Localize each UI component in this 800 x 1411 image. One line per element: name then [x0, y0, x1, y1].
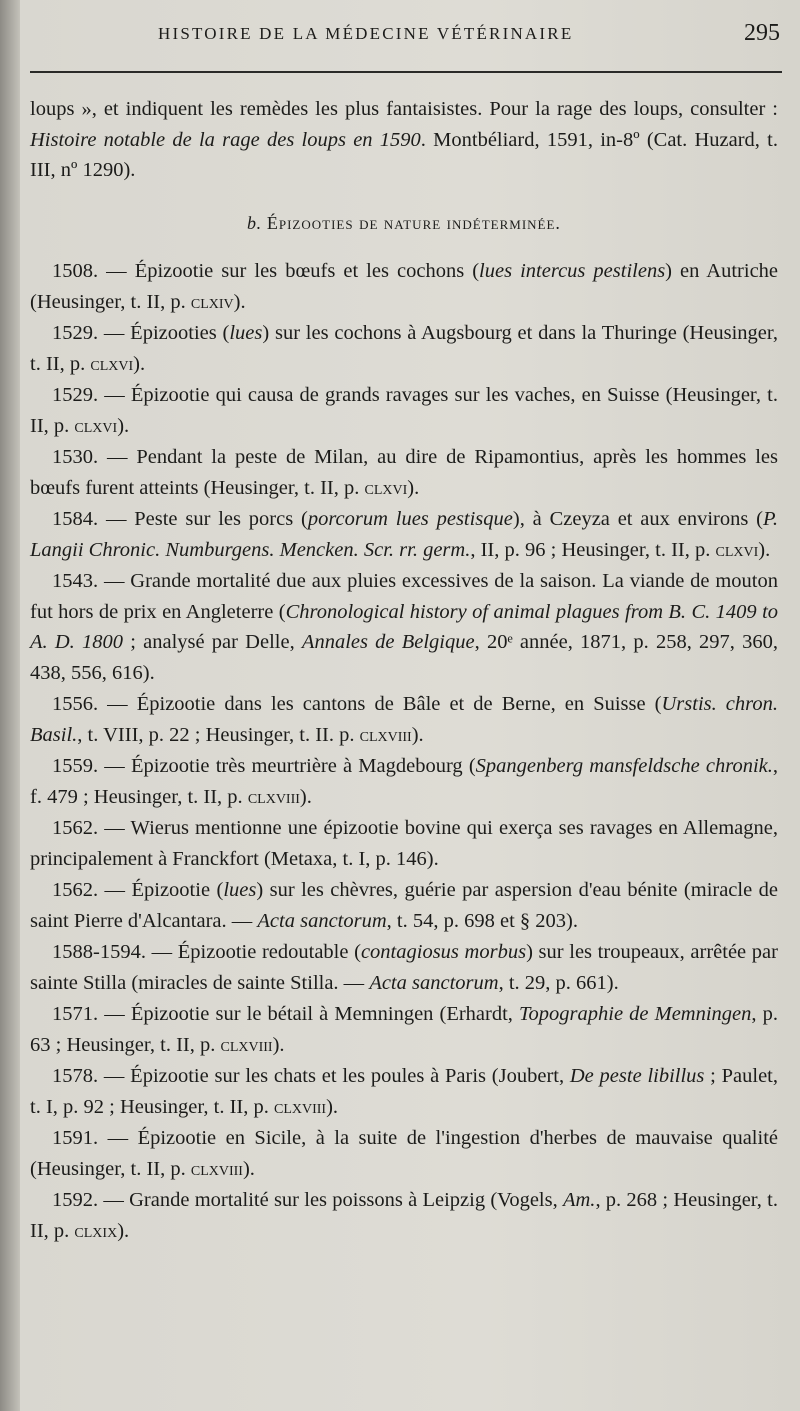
- entry-text: , f. 479 ; Heusinger, t. II, p.: [30, 755, 778, 808]
- entry-page-ref: clxiv: [190, 290, 234, 313]
- entry-text: , t. 54, p. 698 et § 203).: [386, 909, 578, 932]
- entry: [30, 875, 778, 936]
- entry-text: — Épizootie qui causa de grands ravages sur les vaches, en Suisse (Heusinger, t. II, p.: [30, 384, 778, 437]
- body-text: [30, 94, 778, 1246]
- entry-italic: lues intercus pestilens: [479, 260, 666, 282]
- entry-italic: Topographie de Memningen: [519, 1003, 752, 1025]
- entry-text: , p. 268 ; Heusinger, t. II, p.: [30, 1189, 778, 1242]
- entry-italic: Spangenberg mansfeldsche chronik.: [475, 755, 773, 777]
- entry-text: , t. 29, p. 661).: [498, 971, 619, 994]
- entry-italic: contagiosus morbus: [360, 941, 527, 963]
- entry-italic: lues: [229, 322, 263, 344]
- entry-text: — Épizootie (: [98, 879, 224, 901]
- entry-text: — Épizootie en Sicile, à la suite de l'ingestion d'herbes de mauvaise qualité (Heusinger, t. II, p.: [30, 1127, 778, 1180]
- entry-text: — Épizootie sur les bœufs et les cochons (: [98, 260, 480, 282]
- intro-paragraph: [30, 94, 778, 186]
- entry-page-ref: clxvi: [74, 414, 118, 437]
- entry-text: ; analysé par Delle,: [123, 631, 302, 653]
- entry-text: ).: [326, 1095, 339, 1118]
- section-title: Épizooties de nature indéterminée.: [266, 212, 561, 233]
- entry: [30, 380, 778, 441]
- entry-text: — Wierus mentionne une épizootie bovine qui exerça ses ravages en Allemagne, principalement à Franckfort (Metaxa, t. I, p. 146).: [30, 817, 778, 870]
- entry-page-ref: clxvi: [90, 352, 134, 375]
- entry-italic: Chronological history of animal plagues from B. C. 1409 to A. D. 1800: [30, 600, 779, 653]
- entry-page-ref: clxviii: [190, 1157, 243, 1180]
- entry-text: ).: [117, 414, 130, 437]
- entry: [30, 1185, 778, 1246]
- entry-text: ).: [233, 290, 246, 313]
- entry-text: — Épizootie dans les cantons de Bâle et de Berne, en Suisse (: [98, 693, 662, 715]
- entry-text: — Grande mortalité sur les poissons à Leipzig (Vogels,: [98, 1189, 563, 1211]
- entry-page-ref: clxviii: [220, 1033, 273, 1056]
- entry: [30, 937, 778, 998]
- entry-year: 1592.: [52, 1189, 99, 1211]
- entry-text: — Peste sur les porcs (: [98, 508, 308, 530]
- entry-text: — Grande mortalité due aux pluies excessives de la saison. La viande de mouton fut hors de prix en Angleterre (: [30, 570, 778, 623]
- entry-text: — Pendant la peste de Milan, au dire de Ripamontius, après les hommes les bœufs furent atteints (Heusinger, t. II, p.: [30, 446, 778, 499]
- entry-text: — Épizootie redoutable (: [145, 941, 361, 963]
- entry: [30, 1123, 778, 1184]
- entry-italic: Acta sanctorum: [257, 909, 387, 932]
- entry-text: ).: [407, 476, 420, 499]
- entry-page-ref: clxvi: [715, 538, 759, 561]
- entry-italic: Annales de Belgique: [301, 631, 475, 653]
- entry: [30, 813, 778, 874]
- entry-italic: porcorum lues pestisque: [307, 508, 513, 530]
- section-heading: [30, 208, 778, 239]
- entry-text: ).: [272, 1033, 285, 1056]
- entry: [30, 751, 778, 812]
- entry-text: — Épizootie très meurtrière à Magdebourg (: [98, 755, 476, 777]
- entry-year: 1578.: [52, 1065, 99, 1087]
- entry-text: ).: [133, 352, 146, 375]
- entry-text: — Épizooties (: [98, 322, 230, 344]
- intro-text-2: . Montbéliard, 1591, in-8º (Cat. Huzard, t. III, nº 1290).: [30, 128, 778, 181]
- intro-text-1: loups », et indiquent les remèdes les plus fantaisistes. Pour la rage des loups, consulter :: [30, 98, 778, 120]
- entry: [30, 999, 778, 1060]
- entry: [30, 1061, 778, 1122]
- entry-text: ).: [117, 1219, 130, 1242]
- entry-text: ), à Czeyza et aux environs (: [512, 508, 763, 530]
- entry-text: ) sur les cochons à Augsbourg et dans la Thuringe (Heusinger, t. II, p.: [30, 322, 778, 375]
- entry: [30, 318, 778, 379]
- entry-year: 1588-1594.: [52, 941, 146, 963]
- running-title: HISTOIRE DE LA MÉDECINE VÉTÉRINAIRE: [158, 24, 574, 43]
- entry-year: 1562.: [52, 879, 99, 901]
- entry-italic: De peste libillus: [569, 1065, 705, 1087]
- entry-text: ; Paulet, t. I, p. 92 ; Heusinger, t. II, p.: [30, 1065, 779, 1118]
- entry-text: , II, p. 96 ; Heusinger, t. II, p.: [470, 538, 716, 561]
- entry-year: 1543.: [52, 570, 99, 592]
- entry: [30, 689, 778, 750]
- page-number: 295: [744, 20, 780, 46]
- entry-year: 1584.: [52, 508, 99, 530]
- entry-italic: Am.: [562, 1189, 596, 1211]
- entry-page-ref: clxviii: [359, 723, 412, 746]
- entry-text: , p. 63 ; Heusinger, t. II, p.: [30, 1003, 779, 1056]
- entry: [30, 256, 778, 317]
- entry-italic: Urstis. chron. Basil.: [30, 693, 778, 746]
- entry-year: 1529.: [52, 384, 99, 406]
- header-rule: [30, 71, 782, 73]
- entry-year: 1559.: [52, 755, 99, 777]
- entry-text: ).: [411, 723, 424, 746]
- entry: [30, 566, 778, 688]
- entry-year: 1529.: [52, 322, 99, 344]
- entry-text: ) sur les troupeaux, arrêtée par sainte Stilla (miracles de sainte Stilla. —: [30, 941, 778, 994]
- entry-year: 1591.: [52, 1127, 99, 1149]
- entry-text: ) en Autriche (Heusinger, t. II, p.: [30, 260, 779, 313]
- entry-page-ref: clxix: [74, 1219, 118, 1242]
- entry-year: 1530.: [52, 446, 99, 468]
- intro-title: Histoire notable de la rage des loups en 1590: [30, 128, 421, 151]
- entry-year: 1571.: [52, 1003, 99, 1025]
- entry-year: 1562.: [52, 817, 99, 839]
- entry-italic: P. Langii Chronic. Numburgens. Mencken. Scr. rr. germ.: [30, 508, 778, 561]
- entry-text: ).: [758, 538, 771, 561]
- entry-italic: lues: [223, 879, 257, 901]
- page-header: [40, 18, 780, 58]
- entry-year: 1508.: [52, 260, 99, 282]
- entry-text: — Épizootie sur le bétail à Memningen (Erhardt,: [98, 1003, 520, 1025]
- entry-page-ref: clxvi: [364, 476, 408, 499]
- entry-year: 1556.: [52, 693, 99, 715]
- entry-page-ref: clxviii: [247, 785, 300, 808]
- entry: [30, 442, 778, 503]
- entry-page-ref: clxviii: [274, 1095, 327, 1118]
- entry: [30, 504, 778, 565]
- entry-text: ).: [242, 1157, 255, 1180]
- book-gutter: [0, 0, 20, 1411]
- entry-text: , t. VIII, p. 22 ; Heusinger, t. II. p.: [77, 723, 360, 746]
- entry-text: ).: [299, 785, 312, 808]
- section-letter: b.: [247, 212, 262, 233]
- entry-italic: Acta sanctorum: [369, 971, 499, 994]
- entry-text: ) sur les chèvres, guérie par aspersion d'eau bénite (miracle de saint Pierre d'Alcantara. —: [30, 879, 778, 932]
- entry-text: , 20ᵉ année, 1871, p. 258, 297, 360, 438, 556, 616).: [30, 631, 779, 684]
- entry-text: — Épizootie sur les chats et les poules à Paris (Joubert,: [98, 1065, 570, 1087]
- entry-list: [30, 256, 778, 1246]
